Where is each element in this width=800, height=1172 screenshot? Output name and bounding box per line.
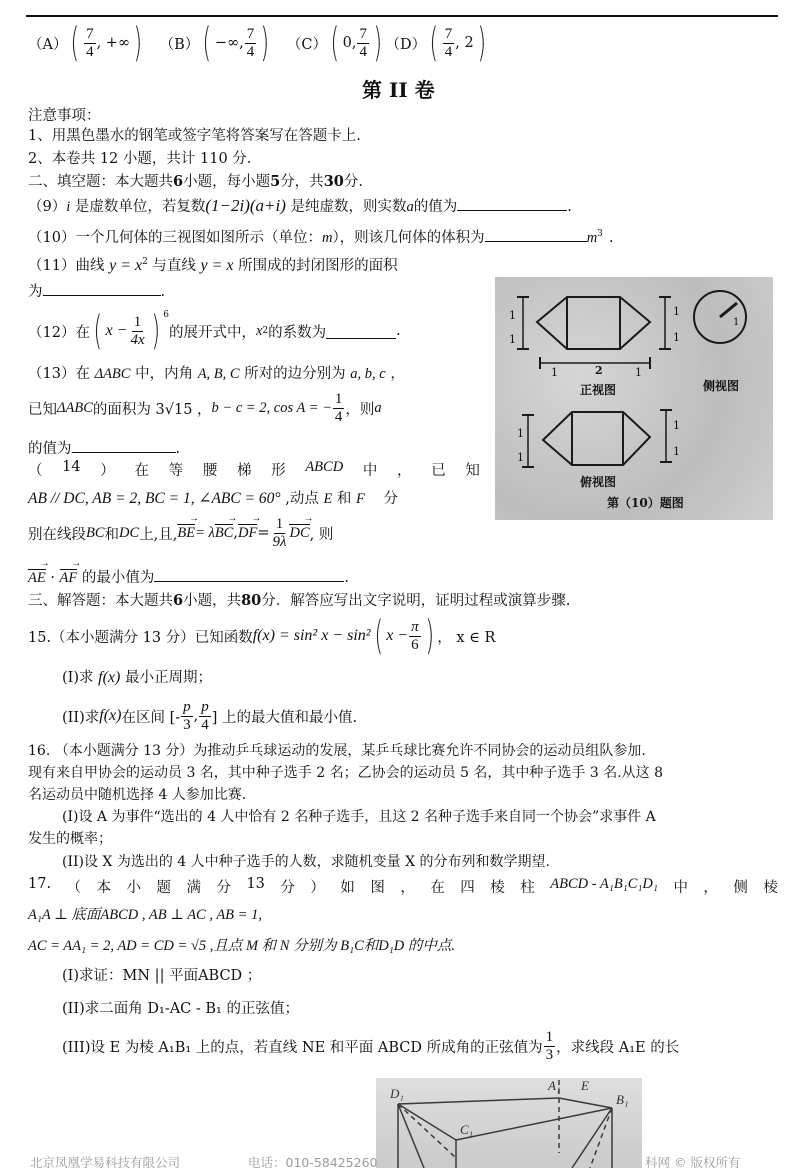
question-17-part-1: (I)求证：MN || 平面ABCD ； — [62, 968, 262, 984]
solve-heading: 三、解答题：本大题共6小题，共80分．解答应写出文字说明，证明过程或演算步骤. — [28, 592, 571, 609]
question-16-line-2: 现有来自甲协会的运动员 3 名，其中种子选手 2 名；乙协会的运动员 5 名，其中种子选手 3 名.从这 8 — [28, 765, 664, 781]
option-b-label: （B） — [159, 36, 200, 53]
footer-copyright: 科网 © 版权所有 — [645, 1155, 741, 1170]
footer-company: 北京凤凰学易科技有限公司 — [30, 1155, 181, 1170]
question-17: 17. （ 本 小 题 满 分 13 分 ） 如 图 ， 在 四 棱 柱 ABCD - A₁B₁C₁D₁ 中 ， 侧 棱 — [28, 876, 778, 896]
three-view-drawing — [495, 277, 773, 520]
question-11-line-2: 为 . — [28, 280, 165, 301]
question-14-line-4: AE → · AF → 的最小值为 . — [28, 566, 349, 587]
question-14-line-3: 别在线段 BC 和 DC 上,且, BE → = λ BC → , DF → = $\frac{1}{9\lambda}$ DC → , 则 — [28, 510, 333, 556]
notes-heading: 注意事项： — [28, 108, 101, 124]
answer-blank-12[interactable] — [326, 324, 396, 339]
notes-item-1: 1、用黑色墨水的钢笔或签字笔将答案写在答题卡上. — [28, 128, 361, 144]
question-16: 16. （本小题满分 13 分）为推动乒乓球运动的发展，某乒乓球比赛允许不同协会的运动员组队参加. — [28, 743, 646, 759]
question-16-part-1-line-2: 发生的概率； — [28, 831, 112, 847]
question-13-line-2: 已知 ΔABC 的面积为 3√15 ， b − c = 2, cos A = − $\frac{1}{4}$ ，则 a — [28, 390, 382, 425]
top-view-label: 俯视图 — [580, 475, 617, 489]
option-c-interval: ( 0, $\frac{7}{4}$ ) — [330, 20, 383, 66]
fill-in-heading: 二、填空题：本大题共6小题，每小题5分，共30分. — [28, 173, 363, 190]
header-rule — [26, 15, 778, 17]
option-a-interval: ( $\frac{7}{4}$ , +∞ ) — [70, 20, 143, 66]
question-17-line-2: A₁A ⊥ 底面ABCD , AB ⊥ AC , AB = 1, — [28, 907, 262, 923]
question-16-part-1: (I)设 A 为事件“选出的 4 人中恰有 2 名种子选手，且这 2 名种子选手来自同一个协会”求事件 A — [62, 809, 656, 825]
question-14-line-2: AB // DC, AB = 2, BC = 1, ∠ABC = 60° ,动点 E 和 F 分 — [28, 490, 399, 507]
option-a-label: （A） — [28, 36, 68, 53]
question-10: （10）一个几何体的三视图如图所示（单位：m），则该几何体的体积为 $m^3$ . — [28, 226, 614, 247]
section-title: 第 II 卷 — [362, 78, 435, 102]
question-14: （ 14 ） 在 等 腰 梯 形 ABCD 中 ， 已 知 — [28, 459, 480, 479]
figure-17-prism: D₁ A₁ B₁ C₁ E — [376, 1078, 642, 1168]
answer-blank-10[interactable] — [485, 227, 587, 242]
question-17-part-3: (III)设 E 为棱 A₁B₁ 上的点，若直线 NE 和平面 ABCD 所成角的正弦值为 $\frac{1}{3}$ ，求线段 A₁E 的长 — [62, 1028, 680, 1063]
front-view-label: 正视图 — [580, 383, 617, 397]
option-b-interval: ( −∞, $\frac{7}{4}$ ) — [202, 20, 270, 66]
question-12: （12） 在 ( x − $\frac{1}{4x}$ ) 6 的展开式中， x 2 的系数为 . — [28, 308, 401, 354]
question-16-line-3: 名运动员中随机选择 4 人参加比赛. — [28, 787, 247, 803]
prism-drawing — [376, 1078, 642, 1168]
question-13-line-3: 的值为 . — [28, 437, 180, 458]
question-15-part-1: (I)求 f(x) 最小正周期； — [62, 669, 212, 686]
option-d-interval: ( $\frac{7}{4}$ , 2 ) — [429, 20, 486, 66]
figure-10-caption: 第（10）题图 — [607, 496, 684, 510]
question-15-part-2: (II)求 f(x) 在区间 [- $\frac{p}{3}$ , $\frac{p}{4}$ ] 上的最大值和最小值. — [62, 698, 358, 733]
side-view-label: 侧视图 — [703, 379, 740, 393]
question-16-part-2: (II)设 X 为选出的 4 人中种子选手的人数，求随机变量 X 的分布列和数学期望. — [62, 854, 550, 870]
question-9: （9）i 是虚数单位，若复数(1−2i)(a+i) 是纯虚数，则实数a的值为 . — [28, 196, 572, 215]
question-15: 15.（本小题满分 13 分）已知函数 f(x) = sin² x − sin² ( x − $\frac{\pi}{6}$ ) ， x ∈ R — [28, 613, 496, 659]
option-d-label: （D） — [385, 36, 427, 53]
answer-options-row — [28, 19, 489, 67]
answer-blank-11[interactable] — [43, 281, 161, 296]
footer-phone: 电话：010-58425260 — [248, 1155, 378, 1170]
question-11: （11）曲线 $y = x^2$ 与直线 y = x 所围成的封闭图形的面积 — [28, 257, 398, 274]
answer-blank-14[interactable] — [154, 567, 344, 582]
question-17-line-3: AC = AA₁ = 2, AD = CD = √5 ,且点 M 和 N 分别为 B₁C和D₁D 的中点. — [28, 938, 456, 954]
question-17-part-2: (II)求二面角 D₁-AC - B₁ 的正弦值； — [62, 1001, 299, 1017]
notes-item-2: 2、本卷共 12 小题，共计 110 分. — [28, 151, 252, 167]
answer-blank-13[interactable] — [72, 438, 176, 453]
answer-blank-9[interactable] — [457, 196, 567, 211]
option-c-label: （C） — [286, 36, 327, 53]
question-13: （13）在 ΔABC 中，内角 A, B, C 所对的边分别为 a, b, c ， — [28, 366, 405, 382]
figure-10-three-views: 1 1 1 1 1 2 1 1 正视图 侧视图 1 1 1 1 俯视图 第（10）题图 — [495, 277, 773, 520]
